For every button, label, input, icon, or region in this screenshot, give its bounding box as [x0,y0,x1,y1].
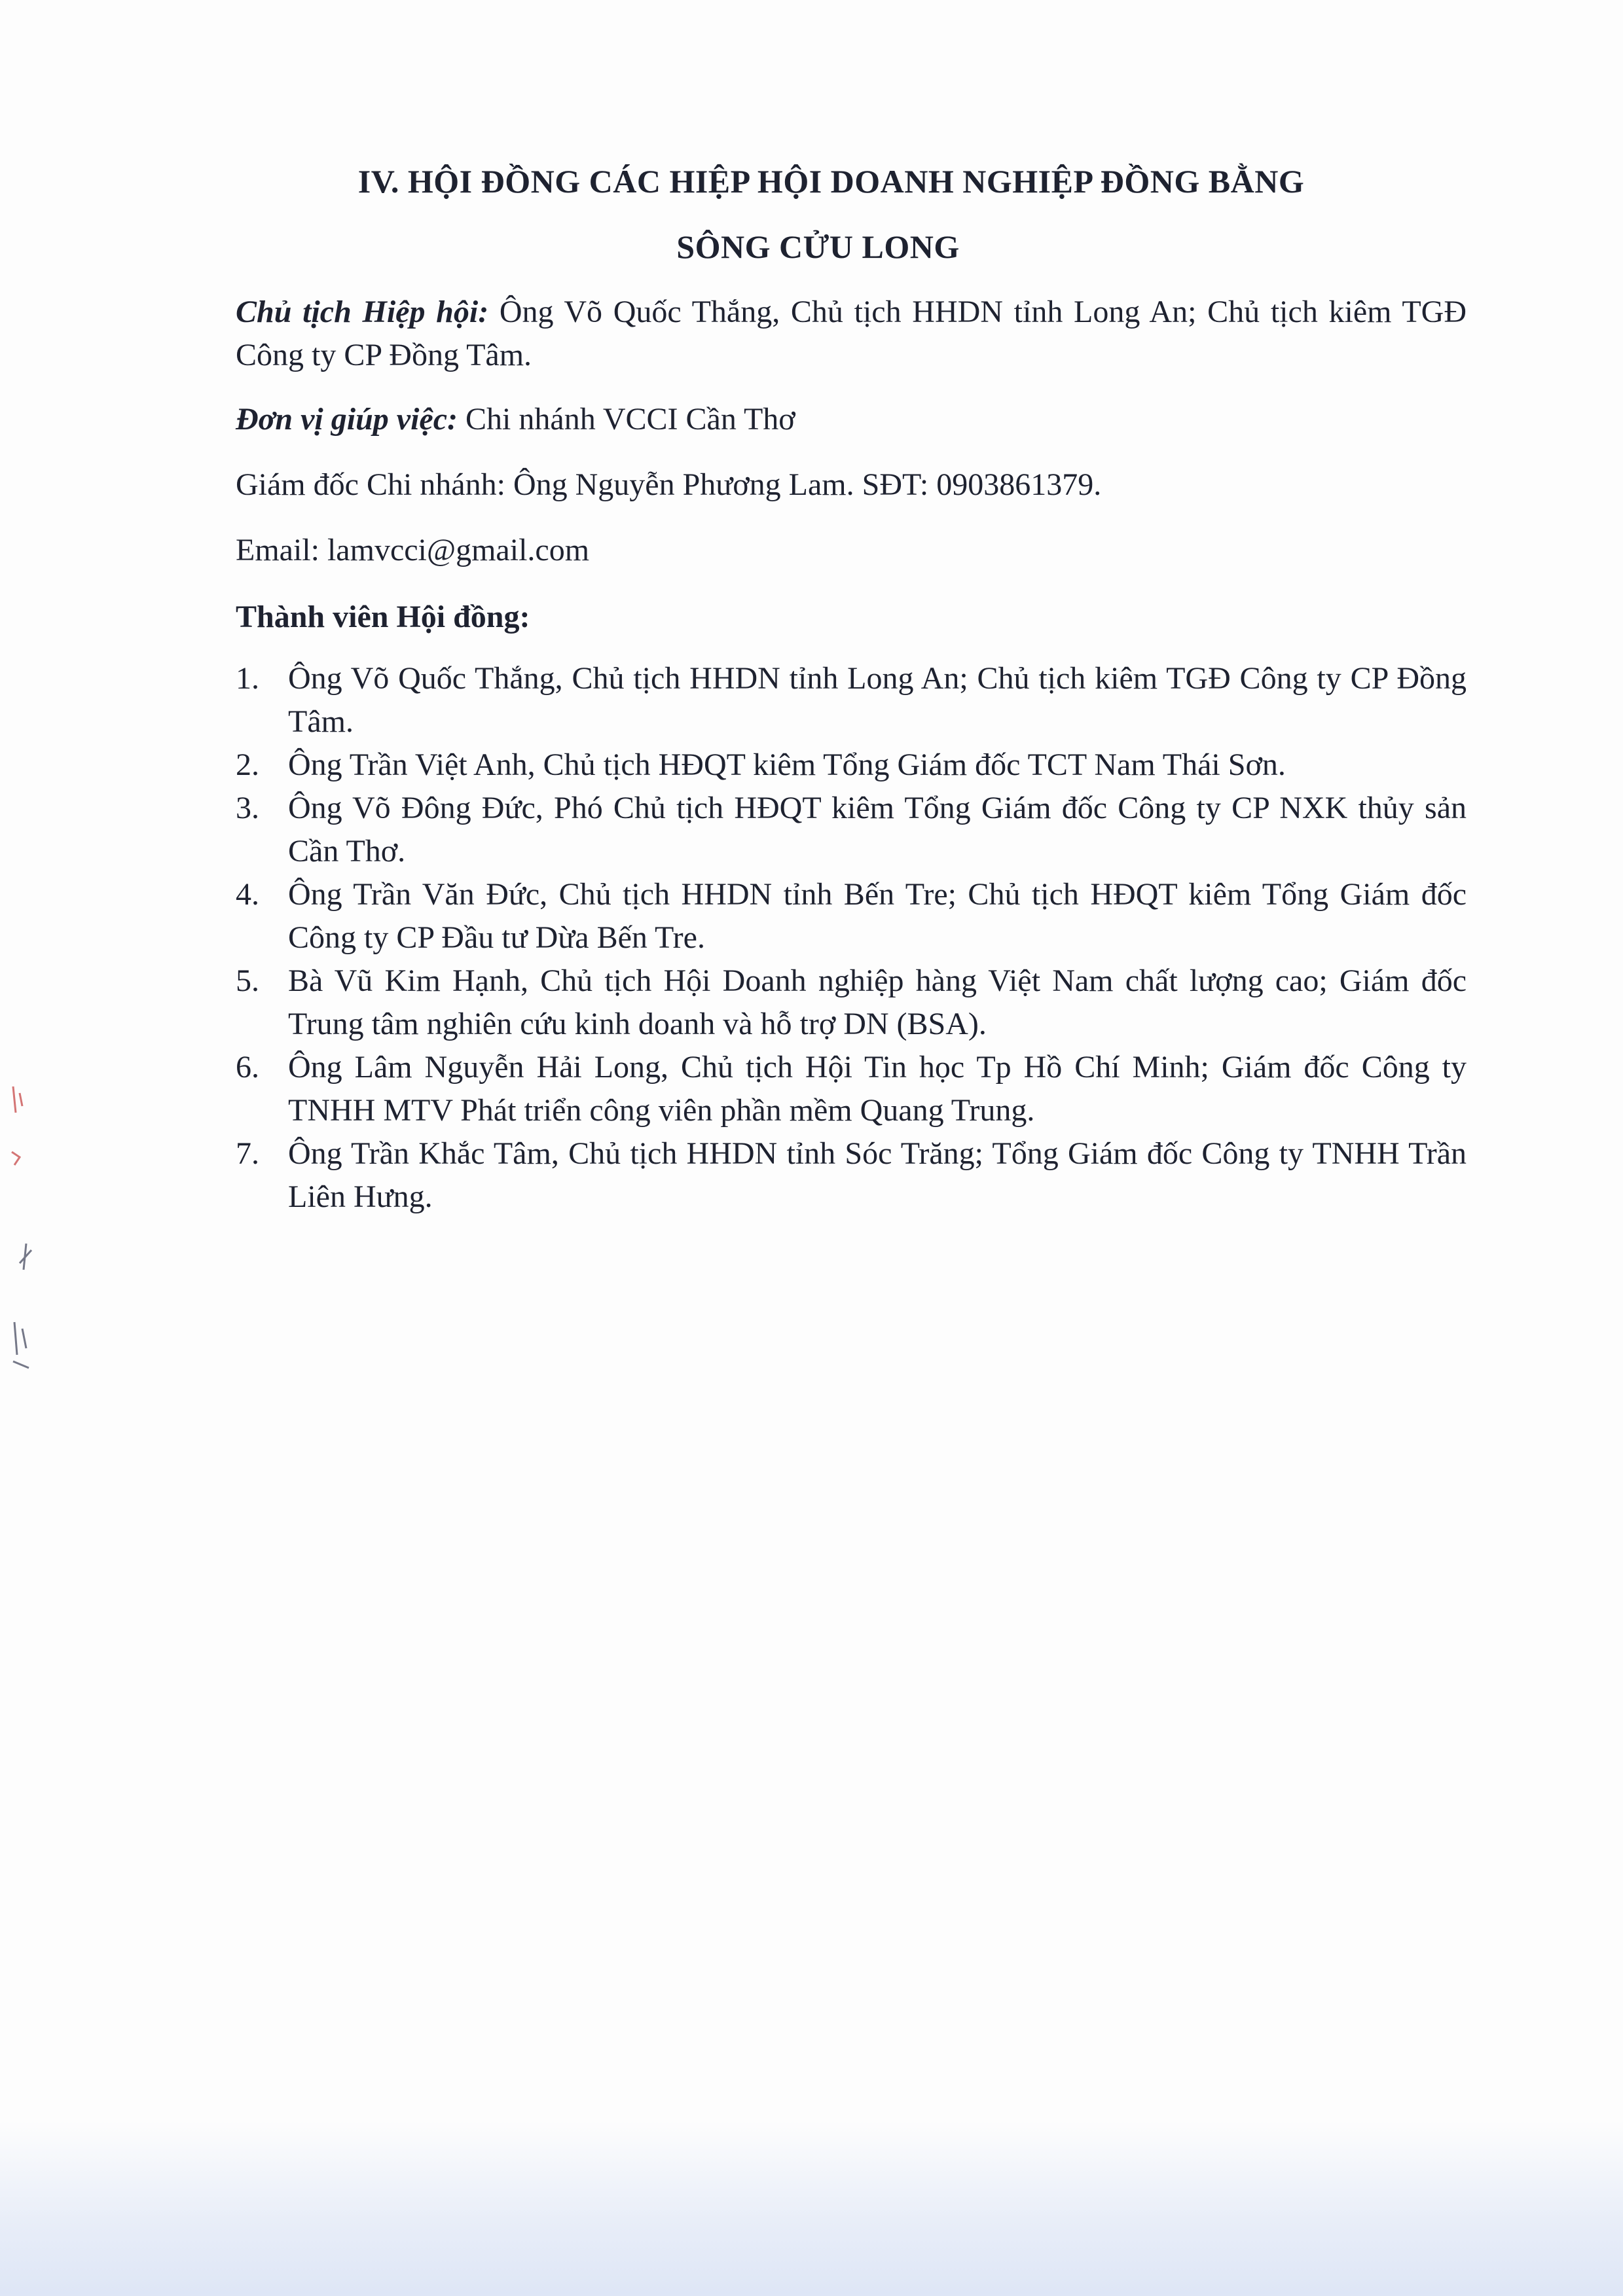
list-item [236,787,1467,873]
list-item [236,1046,1467,1132]
list-item [236,657,1467,744]
list-item-text: Ông Võ Đông Đức, Phó Chủ tịch HĐQT kiêm Tổng Giám đốc Công ty CP NXK thủy sản Cần Thơ. [288,791,1467,869]
email-line: Email: lamvcci@gmail.com [236,533,590,567]
support-unit-text: Chi nhánh VCCI Cần Thơ [458,402,795,437]
members-list [236,657,1467,1219]
list-item-text: Ông Trần Việt Anh, Chủ tịch HĐQT kiêm Tổng Giám đốc TCT Nam Thái Sơn. [288,747,1286,782]
handwritten-margin-marks [0,1073,59,1401]
list-item-number: 3. [236,791,259,825]
section-title-line-2: SÔNG CỬU LONG [676,228,960,265]
list-item-number: 2. [236,747,259,782]
section-title-line-1: IV. HỘI ĐỒNG CÁC HIỆP HỘI DOANH NGHIỆP ĐỒNG BẰNG [357,163,1305,200]
members-label: Thành viên Hội đồng: [236,600,530,634]
list-item-text: Ông Lâm Nguyễn Hải Long, Chủ tịch Hội Tin học Tp Hồ Chí Minh; Giám đốc Công ty TNHH MTV Phát triển công viên phần mềm Quang Trung. [288,1050,1467,1128]
list-item [236,744,1467,787]
list-item [236,873,1467,960]
list-item-number: 6. [236,1050,259,1085]
margin-marks-drawing [0,1073,59,1401]
support-unit-paragraph [236,398,1467,441]
chairman-label: Chủ tịch Hiệp hội: [236,295,489,329]
list-item-number: 1. [236,661,259,696]
list-item-text: Ông Trần Văn Đức, Chủ tịch HHDN tỉnh Bến Tre; Chủ tịch HĐQT kiêm Tổng Giám đốc Công ty CP Đầu tư Dừa Bến Tre. [288,877,1467,955]
list-item-number: 4. [236,877,259,912]
list-item-text: Bà Vũ Kim Hạnh, Chủ tịch Hội Doanh nghiệp hàng Việt Nam chất lượng cao; Giám đốc Trung tâm nghiên cứu kinh doanh và hỗ trợ DN (BSA). [288,963,1467,1041]
list-item-text: Ông Trần Khắc Tâm, Chủ tịch HHDN tỉnh Sóc Trăng; Tổng Giám đốc Công ty TNHH Trần Liên Hưng. [288,1136,1467,1214]
support-unit-label: Đơn vị giúp việc: [236,402,458,437]
list-item [236,960,1467,1046]
members-heading [236,596,1467,639]
director-line: Giám đốc Chi nhánh: Ông Nguyễn Phương Lam. SĐT: 0903861379. [236,467,1102,502]
list-item [236,1132,1467,1219]
list-item-number: 7. [236,1136,259,1171]
chairman-paragraph [236,291,1467,377]
list-item-text: Ông Võ Quốc Thắng, Chủ tịch HHDN tỉnh Long An; Chủ tịch kiêm TGĐ Công ty CP Đồng Tâm. [288,661,1467,739]
list-item-number: 5. [236,963,259,998]
scan-bleed-band [0,2121,1623,2296]
chairman-text: Ông Võ Quốc Thắng, Chủ tịch HHDN tỉnh Long An; Chủ tịch kiêm TGĐ Công ty CP Đồng Tâm. [236,295,1467,372]
